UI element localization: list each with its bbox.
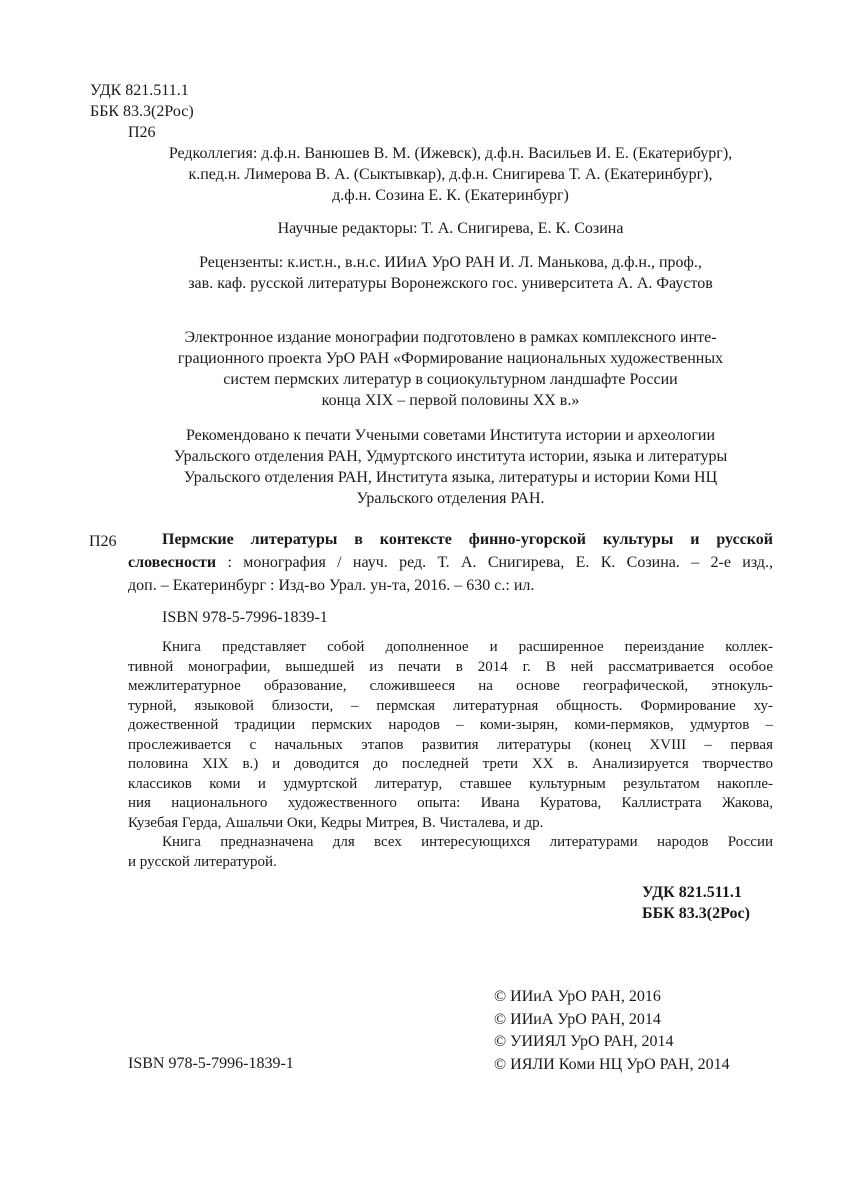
annotation-line: и русской литературой.	[128, 853, 277, 870]
recommendation-line: Уральского отделения РАН, Института языка, литературы и истории Коми НЦ	[183, 469, 718, 486]
annotation-line: классиков коми и удмуртской литератур, ставшее культурным результатом накопле-	[128, 775, 773, 792]
electronic-edition-line: Электронное издание монографии подготовлено в рамках комплексного инте-	[184, 329, 717, 346]
annotation-line: прослеживается с начальных этапов развития литературы (конец XVIII – первая	[128, 736, 773, 753]
annotation	[128, 638, 773, 872]
bibliographic-record	[128, 528, 773, 628]
annotation-line: межлитературное образование, сложившееся на основе географической, этнокуль-	[128, 678, 773, 694]
annotation-line: тивной монографии, вышедшей из печати в 2014 г. В ней рассматривается особое	[128, 658, 773, 675]
footer-index	[642, 882, 750, 924]
footer-bbk-code: ББК 83.3(2Рос)	[642, 905, 750, 922]
editorial-board-line: д.ф.н. Созина Е. К. (Екатеринбург)	[332, 187, 569, 204]
bibliographic-mark: П26	[89, 533, 117, 550]
book-isbn: ISBN 978-5-7996-1839-1	[162, 609, 328, 626]
editorial-board-line: Редколлегия: д.ф.н. Ванюшев В. М. (Ижевск), д.ф.н. Васильев И. Е. (Екатерибург),	[168, 145, 733, 162]
book-title-end: словесности	[128, 554, 217, 571]
book-imprint: : монография / науч. ред. Т. А. Снигирева, Е. К. Созина. – 2-е изд.,	[216, 554, 773, 571]
header-index	[90, 80, 194, 143]
recommendation-line: Уральского отделения РАН, Удмуртского института истории, языка и литературы	[173, 448, 728, 465]
book-title-line	[128, 551, 773, 574]
annotation-line: турной, языковой близости, – пермская литературная общность. Формирование ху-	[128, 697, 773, 714]
annotation-line: ния национального художественного опыта: Ивана Куратова, Каллистрата Жакова,	[128, 795, 773, 811]
bbk-code: ББК 83.3(2Рос)	[90, 103, 194, 120]
annotation-line: дожественной традиции пермских народов – коми-зырян, коми-пермяков, удмуртов –	[128, 717, 773, 733]
recommendation-line: Рекомендовано к печати Учеными советами Института истории и археологии	[185, 427, 716, 444]
book-title: Пермские литературы в контексте финно-угорской культуры и русской	[162, 531, 773, 548]
copyright-line: © ИЯЛИ Коми НЦ УрО РАН, 2014	[494, 1055, 730, 1073]
author-mark: П26	[128, 124, 156, 141]
book-title-line	[128, 528, 773, 551]
recommendation-note	[128, 425, 773, 509]
reviewers	[128, 252, 773, 294]
book-publication-line: доп. – Екатеринбург : Изд-во Урал. ун-та, 2016. – 630 с.: ил.	[128, 577, 535, 594]
reviewers-line: Рецензенты: к.ист.н., в.н.с. ИИиА УрО РАН И. Л. Манькова, д.ф.н., проф.,	[199, 254, 702, 271]
annotation-line: половина XIX в.) и доводится до последней трети XX в. Анализируется творчество	[128, 756, 773, 772]
copyright-line: © ИИиА УрО РАН, 2016	[494, 988, 661, 1005]
annotation-line: Книга представляет собой дополненное и расширенное переиздание коллек-	[162, 639, 773, 655]
bottom-isbn: ISBN 978-5-7996-1839-1	[128, 1055, 294, 1072]
electronic-edition-note	[128, 327, 773, 411]
udk-code: УДК 821.511.1	[90, 82, 189, 99]
copyright-block	[494, 986, 730, 1076]
copyright-line: © УИИЯЛ УрО РАН, 2014	[494, 1033, 674, 1050]
annotation-line: Книга предназначена для всех интересующихся литературами народов России	[162, 834, 773, 850]
copyright-line: © ИИиА УрО РАН, 2014	[494, 1010, 661, 1028]
footer-udk-code: УДК 821.511.1	[642, 884, 742, 901]
electronic-edition-line: конца XIX – первой половины XX в.»	[321, 392, 580, 409]
editorial-board-line: к.пед.н. Лимерова В. А. (Сыктывкар), д.ф.н. Снигирева Т. А. (Екатеринбург),	[188, 166, 713, 183]
reviewers-line: зав. каф. русской литературы Воронежского гос. университета А. А. Фаустов	[188, 275, 713, 292]
annotation-line: Кузебая Герда, Ашальчи Оки, Кедры Митрея, В. Чисталева, и др.	[128, 814, 544, 831]
scientific-editors: Научные редакторы: Т. А. Снигирева, Е. К. Созина	[277, 220, 624, 237]
recommendation-line: Уральского отделения РАН.	[356, 490, 545, 507]
electronic-edition-line: систем пермских литератур в социокультурном ландшафте России	[223, 371, 678, 388]
electronic-edition-line: грационного проекта УрО РАН «Формирование национальных художественных	[177, 350, 724, 367]
editorial-board	[128, 143, 773, 206]
